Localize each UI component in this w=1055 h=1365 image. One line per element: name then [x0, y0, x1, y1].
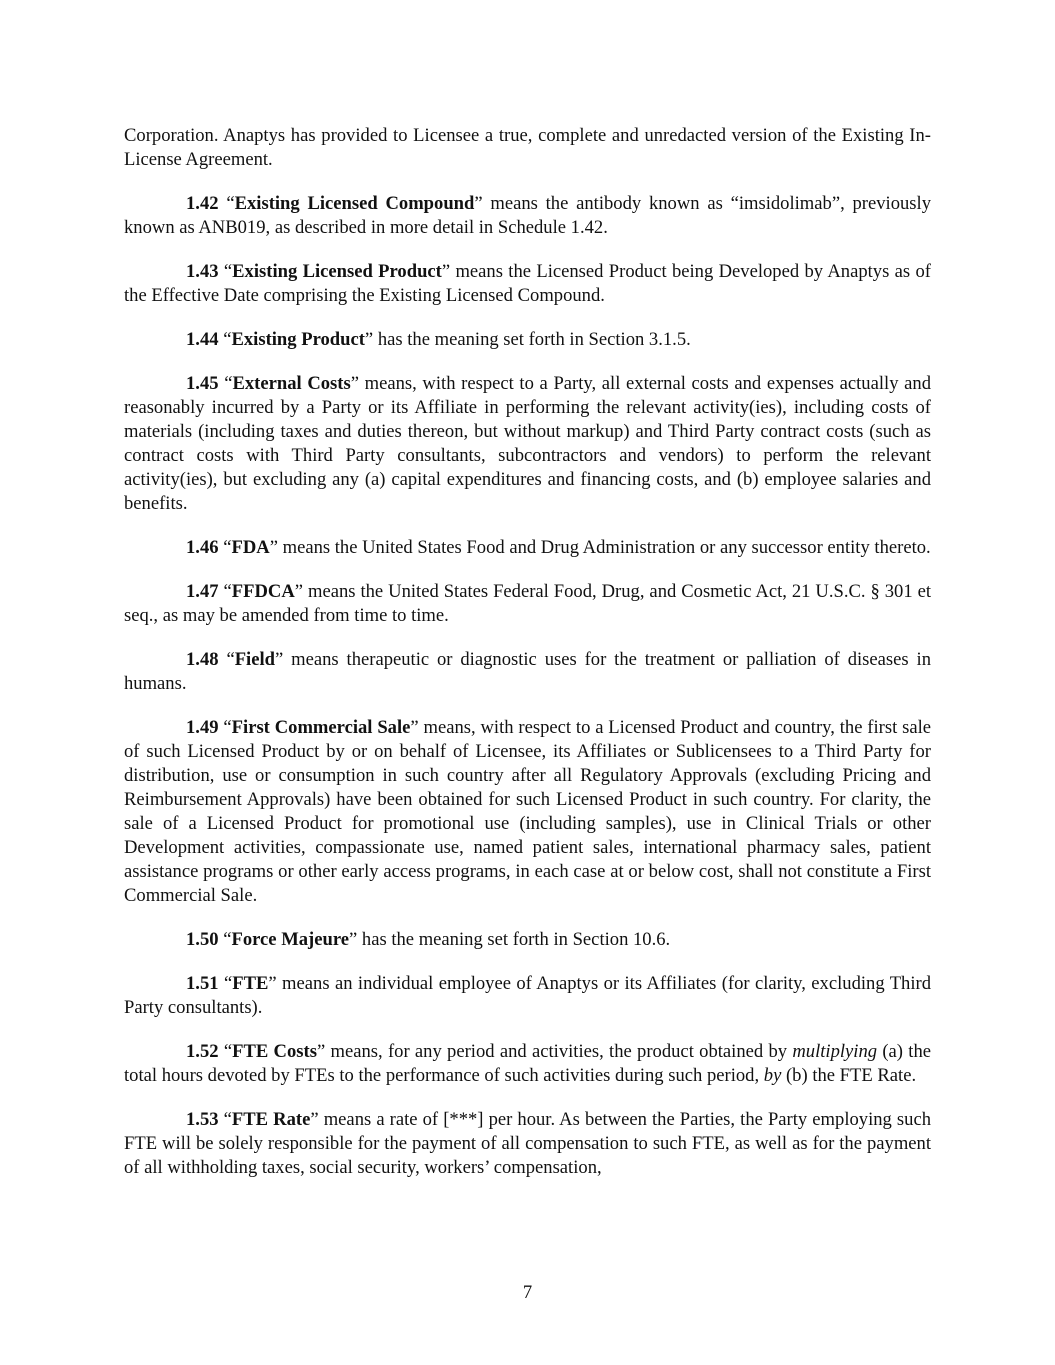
- section-1-45: [124, 372, 931, 516]
- section-number: 1.52: [186, 1041, 219, 1062]
- section-1-52: [124, 1040, 931, 1088]
- close-quote: ”: [350, 373, 359, 394]
- italic-term: multiplying: [792, 1041, 878, 1062]
- open-quote: “: [223, 261, 233, 282]
- open-quote: “: [223, 929, 232, 950]
- close-quote: ”: [269, 537, 278, 558]
- open-quote: “: [224, 373, 233, 394]
- section-1-44: [124, 328, 931, 352]
- section-number: 1.47: [186, 581, 219, 602]
- close-quote: ”: [275, 649, 284, 670]
- close-quote: ”: [349, 929, 358, 950]
- section-1-48: [124, 648, 931, 696]
- italic-term: by: [763, 1065, 782, 1086]
- defined-term: Existing Licensed Product: [232, 261, 442, 282]
- section-text: (b) the FTE Rate.: [781, 1065, 917, 1086]
- close-quote: ”: [310, 1109, 319, 1130]
- defined-term: First Commercial Sale: [231, 717, 411, 738]
- defined-term: Existing Product: [231, 329, 365, 350]
- page-number: 7: [522, 1282, 533, 1303]
- open-quote: “: [223, 973, 233, 994]
- section-1-51: [124, 972, 931, 1020]
- close-quote: ”: [316, 1041, 326, 1062]
- section-text: has the meaning set forth in Section 3.1.5.: [373, 329, 691, 350]
- section-text: means the Licensed Product being Developed by Anaptys as of the Effective Date comprising the Existing Licensed Compound.: [124, 261, 931, 306]
- section-text: means a rate of [***] per hour. As between the Parties, the Party employing such FTE will be solely responsible for the payment of all compensation to such FTE, as well as for the payment of all withholding taxes, social security, workers’ compensation,: [124, 1109, 932, 1178]
- section-text: means an individual employee of Anaptys or its Affiliates (for clarity, excluding Third Party consultants).: [124, 973, 931, 1018]
- close-quote: ”: [294, 581, 304, 602]
- section-text: means, for any period and activities, the product obtained by: [325, 1041, 793, 1062]
- section-text: means the United States Food and Drug Administration or any successor entity thereto.: [277, 537, 931, 558]
- open-quote: “: [223, 1109, 232, 1130]
- section-text: means therapeutic or diagnostic uses for the treatment or palliation of diseases in humans.: [124, 649, 931, 694]
- section-number: 1.53: [186, 1109, 219, 1130]
- close-quote: ”: [364, 329, 374, 350]
- section-text: (a) the total hours devoted by FTEs to the performance of such activities during such period,: [124, 1041, 931, 1086]
- section-text: has the meaning set forth in Section 10.6.: [357, 929, 671, 950]
- section-number: 1.51: [186, 973, 219, 994]
- section-1-53: [124, 1108, 931, 1180]
- section-number: 1.49: [186, 717, 219, 738]
- document-body: [124, 124, 931, 1200]
- section-1-43: [124, 260, 931, 308]
- open-quote: “: [223, 1041, 233, 1062]
- close-quote: ”: [410, 717, 419, 738]
- section-1-42: [124, 192, 931, 240]
- section-text: means the antibody known as “imsidolimab”, previously known as ANB019, as described in more detail in Schedule 1.42.: [124, 193, 931, 238]
- defined-term: Force Majeure: [231, 929, 349, 950]
- defined-term: FTE: [232, 973, 269, 994]
- close-quote: ”: [474, 193, 483, 214]
- section-1-49: [124, 716, 931, 908]
- open-quote: “: [226, 193, 235, 214]
- section-1-50: [124, 928, 931, 952]
- defined-term: FTE Rate: [231, 1109, 311, 1130]
- close-quote: ”: [441, 261, 451, 282]
- section-text: means, with respect to a Party, all external costs and expenses actually and reasonably incurred by a Party or its Affiliate in performing the relevant activity(ies), including costs of materials (including taxes and duties thereon, but without markup) and Third Party contract costs (such as contract costs with Third Party consultants, subcontractors and vendors) to perform the relevant activity(ies), but excluding any (a) capital expenditures and financing costs, and (b) employee salaries and benefits.: [124, 373, 931, 514]
- defined-term: FFDCA: [231, 581, 295, 602]
- section-number: 1.48: [186, 649, 219, 670]
- section-text: means the United States Federal Food, Drug, and Cosmetic Act, 21 U.S.C. § 301 et seq., as may be amended from time to time.: [124, 581, 932, 626]
- section-number: 1.43: [186, 261, 219, 282]
- section-number: 1.42: [186, 193, 219, 214]
- section-number: 1.50: [186, 929, 219, 950]
- section-1-47: [124, 580, 931, 628]
- defined-term: Existing Licensed Compound: [234, 193, 475, 214]
- defined-term: Field: [234, 649, 275, 670]
- section-number: 1.45: [186, 373, 219, 394]
- defined-term: External Costs: [232, 373, 351, 394]
- open-quote: “: [223, 329, 232, 350]
- open-quote: “: [223, 717, 232, 738]
- section-number: 1.46: [186, 537, 219, 558]
- open-quote: “: [226, 649, 235, 670]
- close-quote: ”: [268, 973, 277, 994]
- section-1-46: [124, 536, 931, 560]
- continuation-paragraph: Corporation. Anaptys has provided to Licensee a true, complete and unredacted version of the Existing In-License Agreement.: [124, 125, 931, 170]
- section-text: means, with respect to a Licensed Product and country, the first sale of such Licensed Product by or on behalf of Licensee, its Affiliates or Sublicensees to a Third Party for distribution, use or consumption in such country after all Regulatory Approvals (excluding Pricing and Reimbursement Approvals) have been obtained for such Licensed Product in such country. For clarity, the sale of a Licensed Product for promotional use (including samples), use in Clinical Trials or other Development activities, compassionate use, named patient sales, international pharmacy sales, patient assistance programs or other early access programs, in each case at or below cost, shall not constitute a First Commercial Sale.: [124, 717, 932, 906]
- defined-term: FTE Costs: [232, 1041, 317, 1062]
- defined-term: FDA: [231, 537, 270, 558]
- section-number: 1.44: [186, 329, 219, 350]
- open-quote: “: [223, 581, 232, 602]
- open-quote: “: [223, 537, 232, 558]
